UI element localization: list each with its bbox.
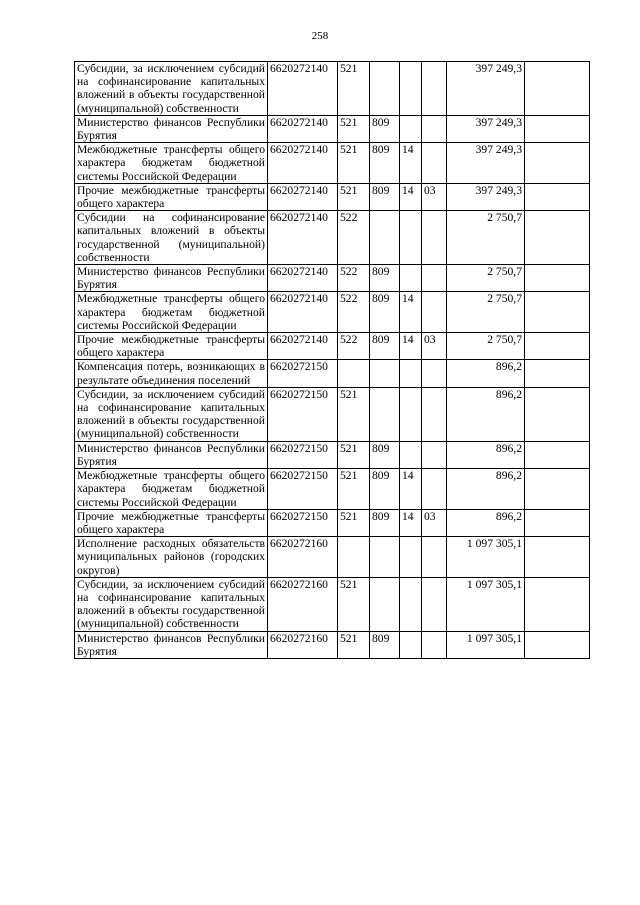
amount-cell: 397 249,3 [447, 115, 525, 142]
table-row [75, 469, 590, 510]
page-number: 258 [311, 30, 329, 42]
extra-cell [525, 631, 590, 658]
section-cell: 14 [400, 509, 422, 536]
row-name-cell: Министерство финансов Республики Бурятия [75, 265, 268, 292]
ministry-code-cell: 809 [370, 441, 400, 468]
target-article-cell: 6620272150 [268, 441, 338, 468]
section-cell: 14 [400, 143, 422, 184]
expense-type-cell: 521 [338, 577, 370, 631]
extra-cell [525, 387, 590, 441]
ministry-code-cell: 809 [370, 631, 400, 658]
table-row [75, 387, 590, 441]
row-name-cell: Министерство финансов Республики Бурятия [75, 115, 268, 142]
extra-cell [525, 115, 590, 142]
expense-type-cell: 522 [338, 292, 370, 333]
expense-type-cell: 522 [338, 211, 370, 265]
ministry-code-cell: 809 [370, 333, 400, 360]
row-name-cell: Прочие межбюджетные трансферты общего характера [75, 509, 268, 536]
expense-type-cell: 521 [338, 115, 370, 142]
row-name-cell: Прочие межбюджетные трансферты общего характера [75, 183, 268, 210]
amount-cell: 2 750,7 [447, 333, 525, 360]
target-article-cell: 6620272150 [268, 469, 338, 510]
ministry-code-cell: 809 [370, 265, 400, 292]
ministry-code-cell [370, 577, 400, 631]
row-name-cell: Министерство финансов Республики Бурятия [75, 441, 268, 468]
amount-cell: 2 750,7 [447, 265, 525, 292]
expense-type-cell [338, 360, 370, 387]
row-name-cell: Прочие межбюджетные трансферты общего характера [75, 333, 268, 360]
amount-cell: 896,2 [447, 387, 525, 441]
table-row [75, 115, 590, 142]
ministry-code-cell: 809 [370, 115, 400, 142]
target-article-cell: 6620272160 [268, 631, 338, 658]
ministry-code-cell [370, 211, 400, 265]
expense-type-cell: 521 [338, 62, 370, 116]
amount-cell: 2 750,7 [447, 292, 525, 333]
table-row [75, 292, 590, 333]
target-article-cell: 6620272140 [268, 143, 338, 184]
amount-cell: 1 097 305,1 [447, 577, 525, 631]
amount-cell: 1 097 305,1 [447, 631, 525, 658]
amount-cell: 896,2 [447, 441, 525, 468]
expense-type-cell: 521 [338, 631, 370, 658]
amount-cell: 896,2 [447, 509, 525, 536]
section-cell: 14 [400, 183, 422, 210]
table-row [75, 509, 590, 536]
row-name-cell: Межбюджетные трансферты общего характера бюджетам бюджетной системы Российской Федерации [75, 292, 268, 333]
expense-type-cell: 521 [338, 441, 370, 468]
ministry-code-cell: 809 [370, 183, 400, 210]
target-article-cell: 6620272150 [268, 387, 338, 441]
row-name-cell: Межбюджетные трансферты общего характера бюджетам бюджетной системы Российской Федерации [75, 469, 268, 510]
subsection-cell [422, 115, 447, 142]
extra-cell [525, 509, 590, 536]
extra-cell [525, 469, 590, 510]
section-cell [400, 441, 422, 468]
subsection-cell [422, 631, 447, 658]
subsection-cell: 03 [422, 333, 447, 360]
ministry-code-cell: 809 [370, 469, 400, 510]
subsection-cell [422, 62, 447, 116]
section-cell [400, 360, 422, 387]
expense-type-cell: 521 [338, 183, 370, 210]
subsection-cell [422, 441, 447, 468]
row-name-cell: Субсидии, за исключением субсидий на софинансирование капитальных вложений в объекты государственной (муниципальной) собственности [75, 62, 268, 116]
extra-cell [525, 577, 590, 631]
expense-type-cell: 521 [338, 387, 370, 441]
subsection-cell [422, 360, 447, 387]
section-cell: 14 [400, 469, 422, 510]
extra-cell [525, 183, 590, 210]
ministry-code-cell [370, 62, 400, 116]
amount-cell: 1 097 305,1 [447, 537, 525, 578]
row-name-cell: Исполнение расходных обязательств муниципальных районов (городских округов) [75, 537, 268, 578]
ministry-code-cell [370, 387, 400, 441]
extra-cell [525, 62, 590, 116]
subsection-cell [422, 265, 447, 292]
subsection-cell [422, 143, 447, 184]
table-row [75, 631, 590, 658]
section-cell [400, 265, 422, 292]
subsection-cell [422, 211, 447, 265]
section-cell [400, 62, 422, 116]
row-name-cell: Субсидии, за исключением субсидий на софинансирование капитальных вложений в объекты государственной (муниципальной) собственности [75, 577, 268, 631]
amount-cell: 896,2 [447, 360, 525, 387]
amount-cell: 397 249,3 [447, 62, 525, 116]
target-article-cell: 6620272150 [268, 360, 338, 387]
subsection-cell: 03 [422, 509, 447, 536]
ministry-code-cell: 809 [370, 292, 400, 333]
target-article-cell: 6620272140 [268, 211, 338, 265]
table-body [75, 62, 590, 659]
expense-type-cell [338, 537, 370, 578]
subsection-cell [422, 387, 447, 441]
extra-cell [525, 211, 590, 265]
row-name-cell: Межбюджетные трансферты общего характера бюджетам бюджетной системы Российской Федерации [75, 143, 268, 184]
extra-cell [525, 537, 590, 578]
target-article-cell: 6620272160 [268, 577, 338, 631]
budget-table [74, 61, 590, 659]
amount-cell: 397 249,3 [447, 183, 525, 210]
target-article-cell: 6620272140 [268, 115, 338, 142]
expense-type-cell: 521 [338, 469, 370, 510]
target-article-cell: 6620272140 [268, 265, 338, 292]
ministry-code-cell: 809 [370, 143, 400, 184]
extra-cell [525, 360, 590, 387]
row-name-cell: Субсидии на софинансирование капитальных вложений в объекты государственной (муниципальной) собственности [75, 211, 268, 265]
extra-cell [525, 333, 590, 360]
ministry-code-cell [370, 537, 400, 578]
row-name-cell: Субсидии, за исключением субсидий на софинансирование капитальных вложений в объекты государственной (муниципальной) собственности [75, 387, 268, 441]
subsection-cell [422, 537, 447, 578]
table-row [75, 265, 590, 292]
table-row [75, 62, 590, 116]
expense-type-cell: 522 [338, 333, 370, 360]
section-cell [400, 577, 422, 631]
extra-cell [525, 292, 590, 333]
section-cell [400, 387, 422, 441]
table-row [75, 211, 590, 265]
expense-type-cell: 522 [338, 265, 370, 292]
target-article-cell: 6620272150 [268, 509, 338, 536]
section-cell: 14 [400, 333, 422, 360]
extra-cell [525, 143, 590, 184]
table-row [75, 183, 590, 210]
target-article-cell: 6620272140 [268, 183, 338, 210]
target-article-cell: 6620272140 [268, 292, 338, 333]
section-cell [400, 211, 422, 265]
table-row [75, 441, 590, 468]
section-cell [400, 115, 422, 142]
subsection-cell: 03 [422, 183, 447, 210]
target-article-cell: 6620272140 [268, 62, 338, 116]
target-article-cell: 6620272160 [268, 537, 338, 578]
expense-type-cell: 521 [338, 509, 370, 536]
table-row [75, 143, 590, 184]
subsection-cell [422, 469, 447, 510]
section-cell [400, 631, 422, 658]
subsection-cell [422, 292, 447, 333]
section-cell [400, 537, 422, 578]
subsection-cell [422, 577, 447, 631]
table-row [75, 333, 590, 360]
extra-cell [525, 441, 590, 468]
amount-cell: 397 249,3 [447, 143, 525, 184]
table-row [75, 537, 590, 578]
amount-cell: 2 750,7 [447, 211, 525, 265]
target-article-cell: 6620272140 [268, 333, 338, 360]
amount-cell: 896,2 [447, 469, 525, 510]
table-row [75, 360, 590, 387]
row-name-cell: Министерство финансов Республики Бурятия [75, 631, 268, 658]
table-row [75, 577, 590, 631]
section-cell: 14 [400, 292, 422, 333]
ministry-code-cell [370, 360, 400, 387]
extra-cell [525, 265, 590, 292]
ministry-code-cell: 809 [370, 509, 400, 536]
expense-type-cell: 521 [338, 143, 370, 184]
row-name-cell: Компенсация потерь, возникающих в результате объединения поселений [75, 360, 268, 387]
